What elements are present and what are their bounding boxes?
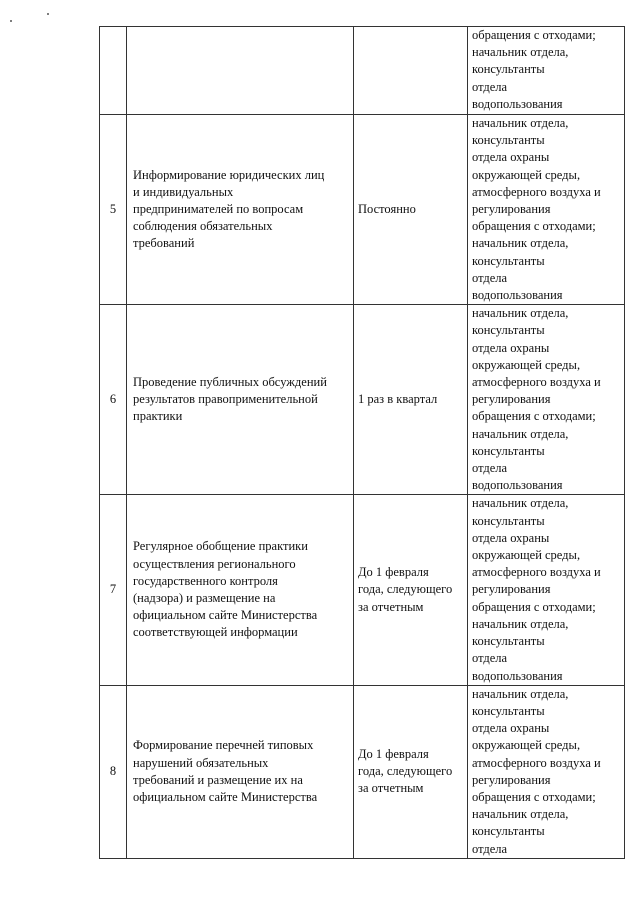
term-text: До 1 февраля года, следующего за отчетным xyxy=(358,746,453,796)
event-cell xyxy=(127,305,354,495)
row-number-cell xyxy=(100,685,127,858)
row-number-cell xyxy=(100,305,127,495)
table-row xyxy=(100,685,625,858)
table-row xyxy=(100,305,625,495)
row-number-cell xyxy=(100,115,127,305)
event-cell xyxy=(127,685,354,858)
row-number: 7 xyxy=(109,582,117,597)
term-cell xyxy=(354,305,468,495)
term-text: До 1 февраля года, следующего за отчетным xyxy=(358,565,453,614)
row-number-cell xyxy=(100,27,127,115)
responsible-cell xyxy=(468,115,625,305)
responsible-text: начальник отдела, консультанты отдела охраны окружающей среды, атмосферного воздуха и регулирования обращения с отходами; начальник отдела, консультанты отдела водопользования xyxy=(472,496,601,683)
responsible-text: обращения с отходами; начальник отдела, консультанты отдела водопользования xyxy=(472,28,596,111)
event-text: Проведение публичных обсуждений результатов правоприменительной практики xyxy=(133,375,327,424)
event-text: Регулярное обобщение практики осуществления регионального государственного контроля (надзора) и размещение на официальном сайте Министерства соответствующей информации xyxy=(133,539,318,640)
responsible-cell xyxy=(468,27,625,115)
row-number: 6 xyxy=(109,392,117,407)
term-cell xyxy=(354,495,468,685)
term-cell xyxy=(354,27,468,115)
event-cell xyxy=(127,27,354,115)
term-text: Постоянно xyxy=(358,202,416,217)
responsible-text: начальник отдела, консультанты отдела охраны окружающей среды, атмосферного воздуха и регулирования обращения с отходами; начальник отдела, консультанты отдела водопользования xyxy=(472,306,601,493)
table-row xyxy=(100,495,625,685)
event-cell xyxy=(127,495,354,685)
responsible-cell xyxy=(468,305,625,495)
term-text: 1 раз в квартал xyxy=(358,392,438,407)
row-number-cell xyxy=(100,495,127,685)
responsible-text: начальник отдела, консультанты отдела охраны окружающей среды, атмосферного воздуха и регулирования обращения с отходами; начальник отдела, консультанты отдела водопользования xyxy=(472,116,601,303)
event-text: Формирование перечней типовых нарушений обязательных требований и размещение их на официальном сайте Министерства xyxy=(133,738,318,804)
scan-speck xyxy=(47,13,49,15)
term-cell xyxy=(354,685,468,858)
responsible-cell xyxy=(468,495,625,685)
responsible-text: начальник отдела, консультанты отдела охраны окружающей среды, атмосферного воздуха и регулирования обращения с отходами; начальник отдела, консультанты отдела xyxy=(472,686,601,856)
term-cell xyxy=(354,115,468,305)
event-cell xyxy=(127,115,354,305)
responsible-cell xyxy=(468,685,625,858)
table-row xyxy=(100,27,625,115)
table-row xyxy=(100,115,625,305)
event-text: Информирование юридических лиц и индивидуальных предпринимателей по вопросам соблюдения обязательных требований xyxy=(133,167,325,251)
scan-speck xyxy=(10,20,12,22)
activities-table xyxy=(99,26,625,859)
row-number: 8 xyxy=(109,764,117,779)
row-number: 5 xyxy=(109,202,117,217)
